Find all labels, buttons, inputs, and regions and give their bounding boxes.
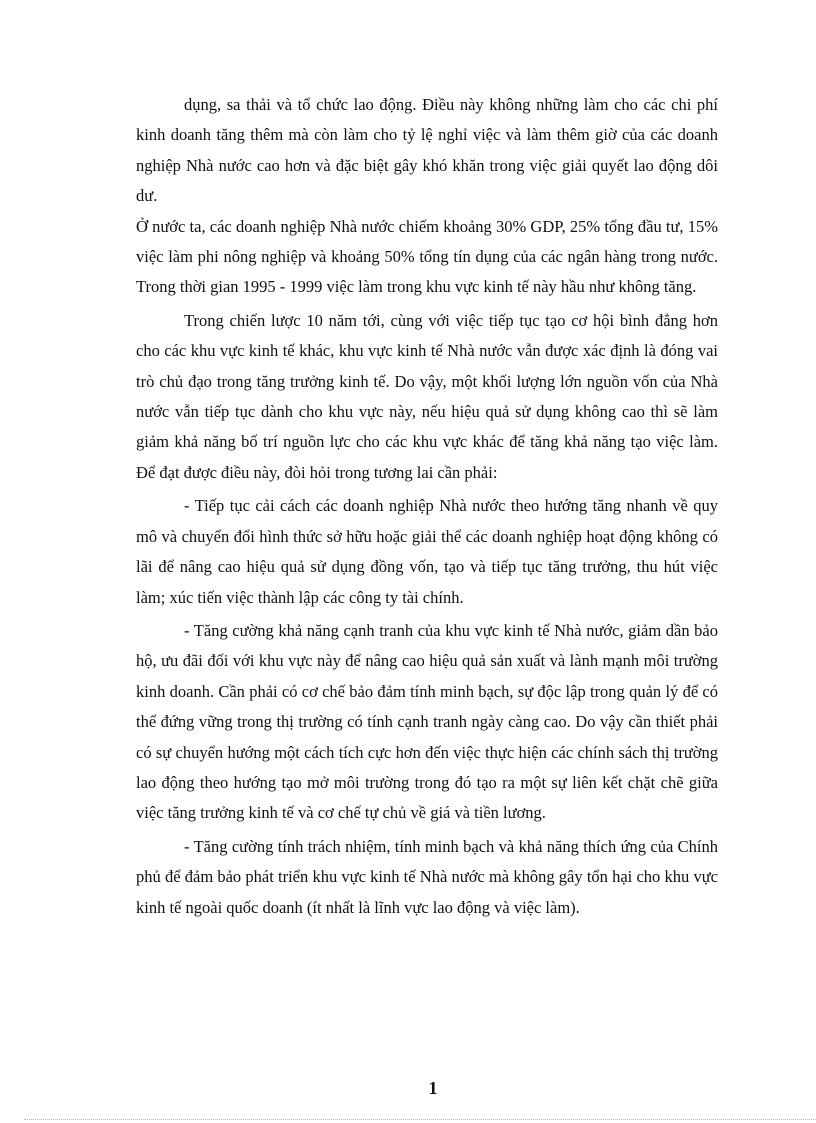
- page-bottom-divider: [24, 1119, 816, 1120]
- paragraph-6: - Tăng cường tính trách nhiệm, tính minh bạch và khả năng thích ứng của Chính phủ để đảm bảo phát triển khu vực kinh tế Nhà nước mà không gây tổn hại cho khu vực kinh tế ngoài quốc doanh (ít nhất là lĩnh vực lao động và việc làm).: [136, 836, 718, 917]
- paragraph-4: - Tiếp tục cải cách các doanh nghiệp Nhà nước theo hướng tăng nhanh về quy mô và chuyển đổi hình thức sở hữu hoặc giải thể các doanh nghiệp hoạt động không có lãi để nâng cao hiệu quả sử dụng đồng vốn, tạo và tiếp tục tăng trưởng, thu hút việc làm; xúc tiến việc thành lập các công ty tài chính.: [136, 496, 718, 607]
- page-number: 1: [428, 1078, 438, 1098]
- document-body: [136, 90, 718, 923]
- paragraph-2: Ở nước ta, các doanh nghiệp Nhà nước chiếm khoảng 30% GDP, 25% tổng đầu tư, 15% việc làm phi nông nghiệp và khoảng 50% tổng tín dụng của các ngân hàng trong nước. Trong thời gian 1995 - 1999 việc làm trong khu vực kinh tế này hầu như không tăng.: [136, 216, 718, 297]
- paragraph-3: Trong chiến lược 10 năm tới, cùng với việc tiếp tục tạo cơ hội bình đẳng hơn cho các khu vực kinh tế khác, khu vực kinh tế Nhà nước vẫn được xác định là đóng vai trò chủ đạo trong tăng trưởng kinh tế. Do vậy, một khối lượng lớn nguồn vốn của Nhà nước vẫn tiếp tục dành cho khu vực này, nếu hiệu quả sử dụng không cao thì sẽ làm giảm khả năng bố trí nguồn lực cho các khu vực khác để tăng khả năng tạo việc làm. Để đạt được điều này, đòi hỏi trong tương lai cần phải:: [136, 310, 718, 482]
- paragraph-5: - Tăng cường khả năng cạnh tranh của khu vực kinh tế Nhà nước, giảm dần bảo hộ, ưu đãi đối với khu vực này để nâng cao hiệu quả sản xuất và lành mạnh môi trường kinh doanh. Cần phải có cơ chế bảo đảm tính minh bạch, sự độc lập trong quản lý để có thể đứng vững trong thị trường có tính cạnh tranh ngày càng cao. Do vậy cần thiết phải có sự chuyển hướng một cách tích cực hơn đến việc thực hiện các chính sách thị trường lao động theo hướng tạo mở môi trường trong đó tạo ra một sự liên kết chặt chẽ giữa việc tăng trưởng kinh tế và cơ chế tự chủ về giá và tiền lương.: [136, 620, 718, 823]
- paragraph-1: dụng, sa thải và tổ chức lao động. Điều này không những làm cho các chi phí kinh doanh tăng thêm mà còn làm cho tỷ lệ nghỉ việc và làm thêm giờ của các doanh nghiệp Nhà nước cao hơn và đặc biệt gây khó khăn trong việc giải quyết lao động dôi dư.: [136, 95, 718, 206]
